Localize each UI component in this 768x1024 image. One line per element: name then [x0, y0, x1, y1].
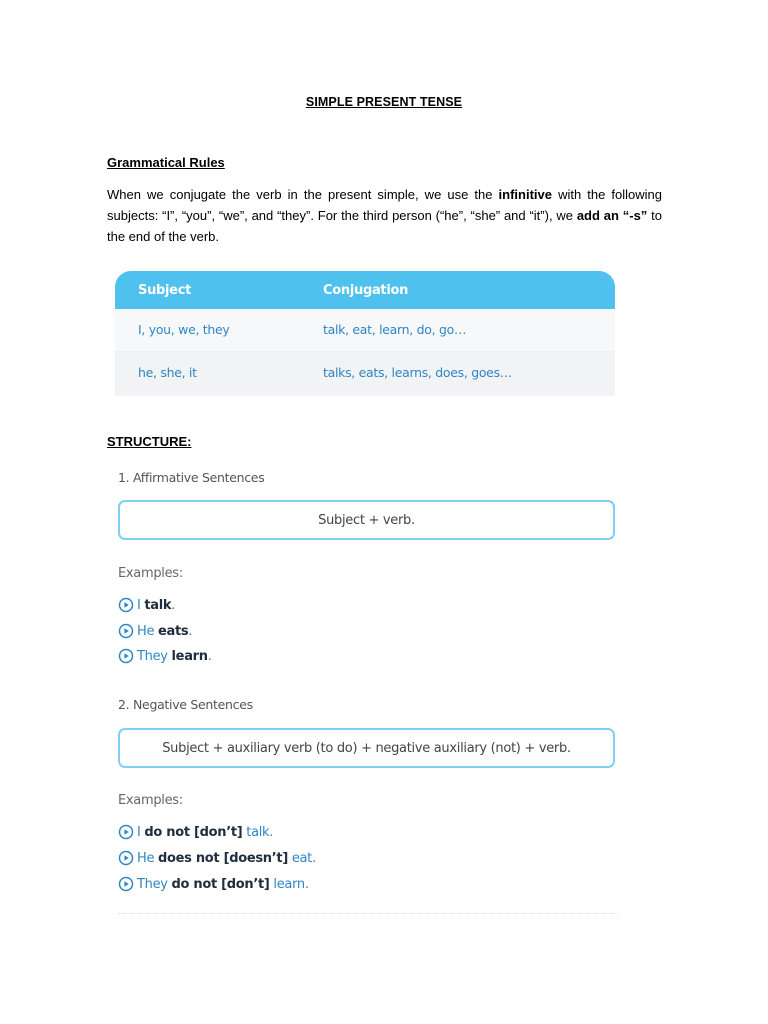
example-verb: learn: [273, 876, 305, 892]
negative-formula: Subject + auxiliary verb (to do) + negative auxiliary (not) + verb.: [162, 740, 571, 756]
grammatical-rules-heading: Grammatical Rules: [107, 155, 225, 170]
example-end: .: [311, 850, 316, 866]
affirmative-formula-box: [118, 500, 615, 540]
affirmative-example: [118, 647, 212, 665]
table-cell-conjugation: talks, eats, learns, does, goes…: [323, 365, 512, 380]
negative-example: [118, 875, 309, 893]
intro-text-1: When we conjugate the verb in the present simple, we use the: [107, 187, 499, 202]
affirmative-example: [118, 622, 192, 640]
divider: [118, 913, 618, 914]
affirmative-formula: Subject + verb.: [318, 512, 415, 528]
negative-example: [118, 849, 316, 867]
intro-bold-infinitive: infinitive: [498, 187, 552, 202]
example-subject: He: [137, 850, 155, 866]
affirmative-examples-label: Examples:: [118, 566, 183, 581]
example-verb: eats: [158, 623, 189, 639]
header-conjugation: Conjugation: [323, 283, 409, 298]
example-end: .: [304, 876, 309, 892]
structure-heading: STRUCTURE:: [107, 434, 192, 449]
intro-text-3: to the end of the verb.: [107, 208, 662, 244]
play-circle-icon[interactable]: [118, 597, 134, 613]
play-circle-icon[interactable]: [118, 648, 134, 664]
play-circle-icon[interactable]: [118, 876, 134, 892]
example-auxiliary: does not [doesn’t]: [158, 850, 288, 866]
example-subject: They: [137, 648, 168, 664]
affirmative-example: [118, 596, 175, 614]
example-end: .: [207, 648, 212, 664]
negative-example: [118, 823, 273, 841]
negative-heading: 2. Negative Sentences: [118, 697, 253, 712]
page-title: SIMPLE PRESENT TENSE: [305, 95, 463, 109]
example-subject: He: [137, 623, 155, 639]
intro-text-2: with the following subjects: “I”, “you”, “we”, and “they”. For the third person (“he”, “she” and “it”), we: [107, 187, 662, 223]
play-circle-icon[interactable]: [118, 824, 134, 840]
example-subject: I: [137, 597, 141, 613]
table-row: [115, 352, 615, 396]
table-row: [115, 309, 615, 352]
table-header: [115, 271, 615, 309]
play-circle-icon[interactable]: [118, 623, 134, 639]
table-cell-subject: he, she, it: [138, 365, 197, 380]
example-verb: talk: [144, 597, 172, 613]
example-verb: learn: [171, 648, 208, 664]
table-cell-conjugation: talk, eat, learn, do, go…: [323, 322, 467, 337]
example-end: .: [188, 623, 193, 639]
example-auxiliary: do not [don’t]: [171, 876, 270, 892]
intro-paragraph: [107, 184, 662, 247]
example-end: .: [171, 597, 176, 613]
affirmative-heading: 1. Affirmative Sentences: [118, 470, 265, 485]
example-verb: talk: [246, 824, 270, 840]
play-circle-icon[interactable]: [118, 850, 134, 866]
conjugation-table: [115, 271, 615, 396]
header-subject: Subject: [138, 283, 192, 298]
table-cell-subject: I, you, we, they: [138, 322, 230, 337]
intro-bold-add-s: add an “-s”: [576, 208, 648, 223]
example-verb: eat: [291, 850, 312, 866]
example-subject: They: [137, 876, 168, 892]
example-subject: I: [137, 824, 141, 840]
negative-formula-box: [118, 728, 615, 768]
example-end: .: [269, 824, 274, 840]
example-auxiliary: do not [don’t]: [144, 824, 243, 840]
negative-examples-label: Examples:: [118, 793, 183, 808]
